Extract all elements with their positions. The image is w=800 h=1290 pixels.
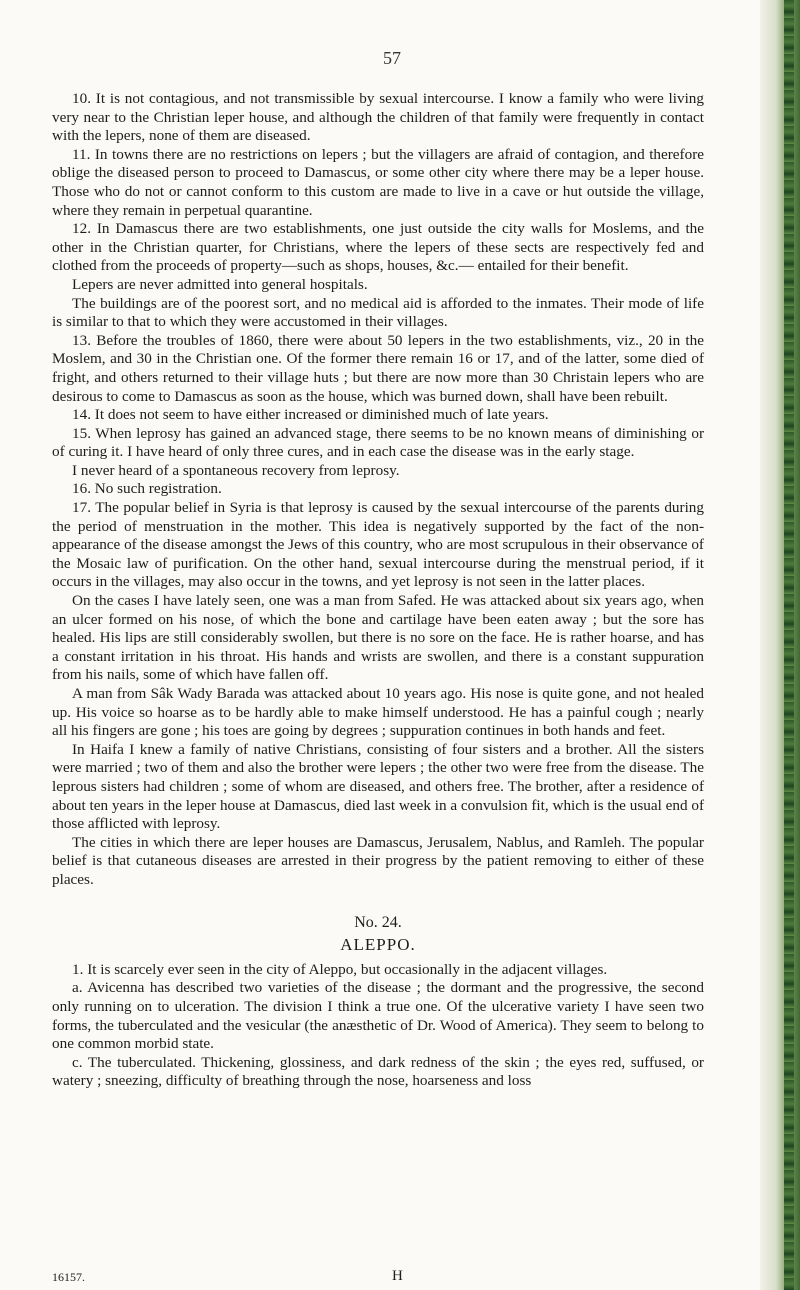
paragraph-17-haifa: In Haifa I knew a family of native Christians, consisting of four sisters and a brother. All the sisters were married ; two of them and also the brother were lepers ; the other two were free from the disease. The leprous sisters had children ; some of whom are diseased, and others free. The brother, after a residence of about ten years in the leper house at Damascus, died last week in a convulsion fit, which is the usual end of those afflicted with leprosy. [52,740,704,833]
body-text [52,90,704,1091]
book-edge-binding [784,0,794,1290]
paragraph-14: 14. It does not seem to have either increased or diminished much of late years. [72,406,549,424]
paragraph-13: 13. Before the troubles of 1860, there were about 50 lepers in the two establishments, viz., 20 in the Moslem, and 30 in the Christian one. Of the former there remain 16 or 17, and of the latter, some died of fright, and others returned to their village huts ; but there are now more than 30 Christain lepers who are desirous to come to Damascus as soon as the house, which was burned down, shall have been rebuilt. [52,331,704,405]
paragraph-17-cities: The cities in which there are leper houses are Damascus, Jerusalem, Nablus, and Ramleh. The popular belief is that cutaneous diseases are arrested in their progress by the patient removing to either of these places. [52,833,704,888]
print-code: 16157. [52,1270,85,1284]
paragraph-12-buildings: The buildings are of the poorest sort, and no medical aid is afforded to the inmates. Their mode of life is similar to that to which they were accustomed in their villages. [52,294,704,331]
paragraph-17: 17. The popular belief in Syria is that leprosy is caused by the sexual intercourse of the parents during the period of menstruation in the mother. This idea is negatively supported by the fact of the non-appearance of the disease amongst the Jews of this country, who are most scrupulous in their observance of the Mosaic law of purification. On the other hand, sexual intercourse during the menstrual period, if it occurs in the villages, may also occur in the towns, and yet leprosy is not seen in the latter places. [52,499,704,591]
section-city-heading: ALEPPO. [340,935,416,955]
section-number-heading: No. 24. [354,913,402,931]
paragraph-15-recovery: I never heard of a spontaneous recovery from leprosy. [72,461,400,479]
signature-mark: H [392,1268,403,1284]
paragraph-16: 16. No such registration. [72,480,222,498]
paragraph-17-sak: A man from Sâk Wady Barada was attacked about 10 years ago. His nose is quite gone, and not healed up. His voice so hoarse as to be hardly able to make himself understood. He has a painful cough ; nearly all his fingers are gone ; his toes are going by degrees ; suppuration continues in both hands and feet. [52,685,704,740]
paragraph-10: 10. It is not contagious, and not transmissible by sexual intercourse. I know a family who were living very near to the Christian leper house, and although the children of that family were frequently in contact with the lepers, none of them are diseased. [52,90,704,145]
paragraph-15: 15. When leprosy has gained an advanced stage, there seems to be no known means of diminishing or of curing it. I have heard of only three cures, and in each case the disease was in the early stage. [52,424,704,461]
paragraph-17-safed: On the cases I have lately seen, one was a man from Safed. He was attacked about six years ago, when an ulcer formed on his nose, of which the bone and cartilage have been eaten away ; but the sore has healed. His lips are still considerably swollen, but there is no sore on the face. He is rather hoarse, and has a constant irritation in his throat. His hands and wrists are swollen, and there is a constant suppuration from his nails, some of which have fallen off. [52,592,704,684]
aleppo-paragraph-a: a. Avicenna has described two varieties of the disease ; the dormant and the progressive, the second only running on to ulceration. The division I think a true one. Of the ulcerative variety I have seen two forms, the tuberculated and the vesicular (the anæsthetic of Dr. Wood of America). They seem to belong to one common morbid state. [52,979,704,1053]
book-edge-strip [760,0,800,1290]
aleppo-paragraph-c: c. The tuberculated. Thickening, glossiness, and dark redness of the skin ; the eyes red, suffused, or watery ; sneezing, difficulty of breathing through the nose, hoarseness and loss [52,1053,704,1090]
paragraph-12: 12. In Damascus there are two establishments, one just outside the city walls for Moslems, and the other in the Christian quarter, for Christians, where the lepers of these sects are respectively fed and clothed from the proceeds of property—such as shops, houses, &c.— entailed for their benefit. [52,220,704,275]
aleppo-paragraph-1: 1. It is scarcely ever seen in the city of Aleppo, but occasionally in the adjacent villages. [72,960,608,978]
page-number: 57 [383,48,401,68]
paragraph-11: 11. In towns there are no restrictions on lepers ; but the villagers are afraid of contagion, and therefore oblige the diseased person to proceed to Damascus, or some other city where there may be a leper house. Those who do not or cannot conform to this custom are made to live in a cave or hut outside the village, where they remain in perpetual quarantine. [52,145,704,219]
paragraph-12-lepers: Lepers are never admitted into general hospitals. [72,275,368,293]
